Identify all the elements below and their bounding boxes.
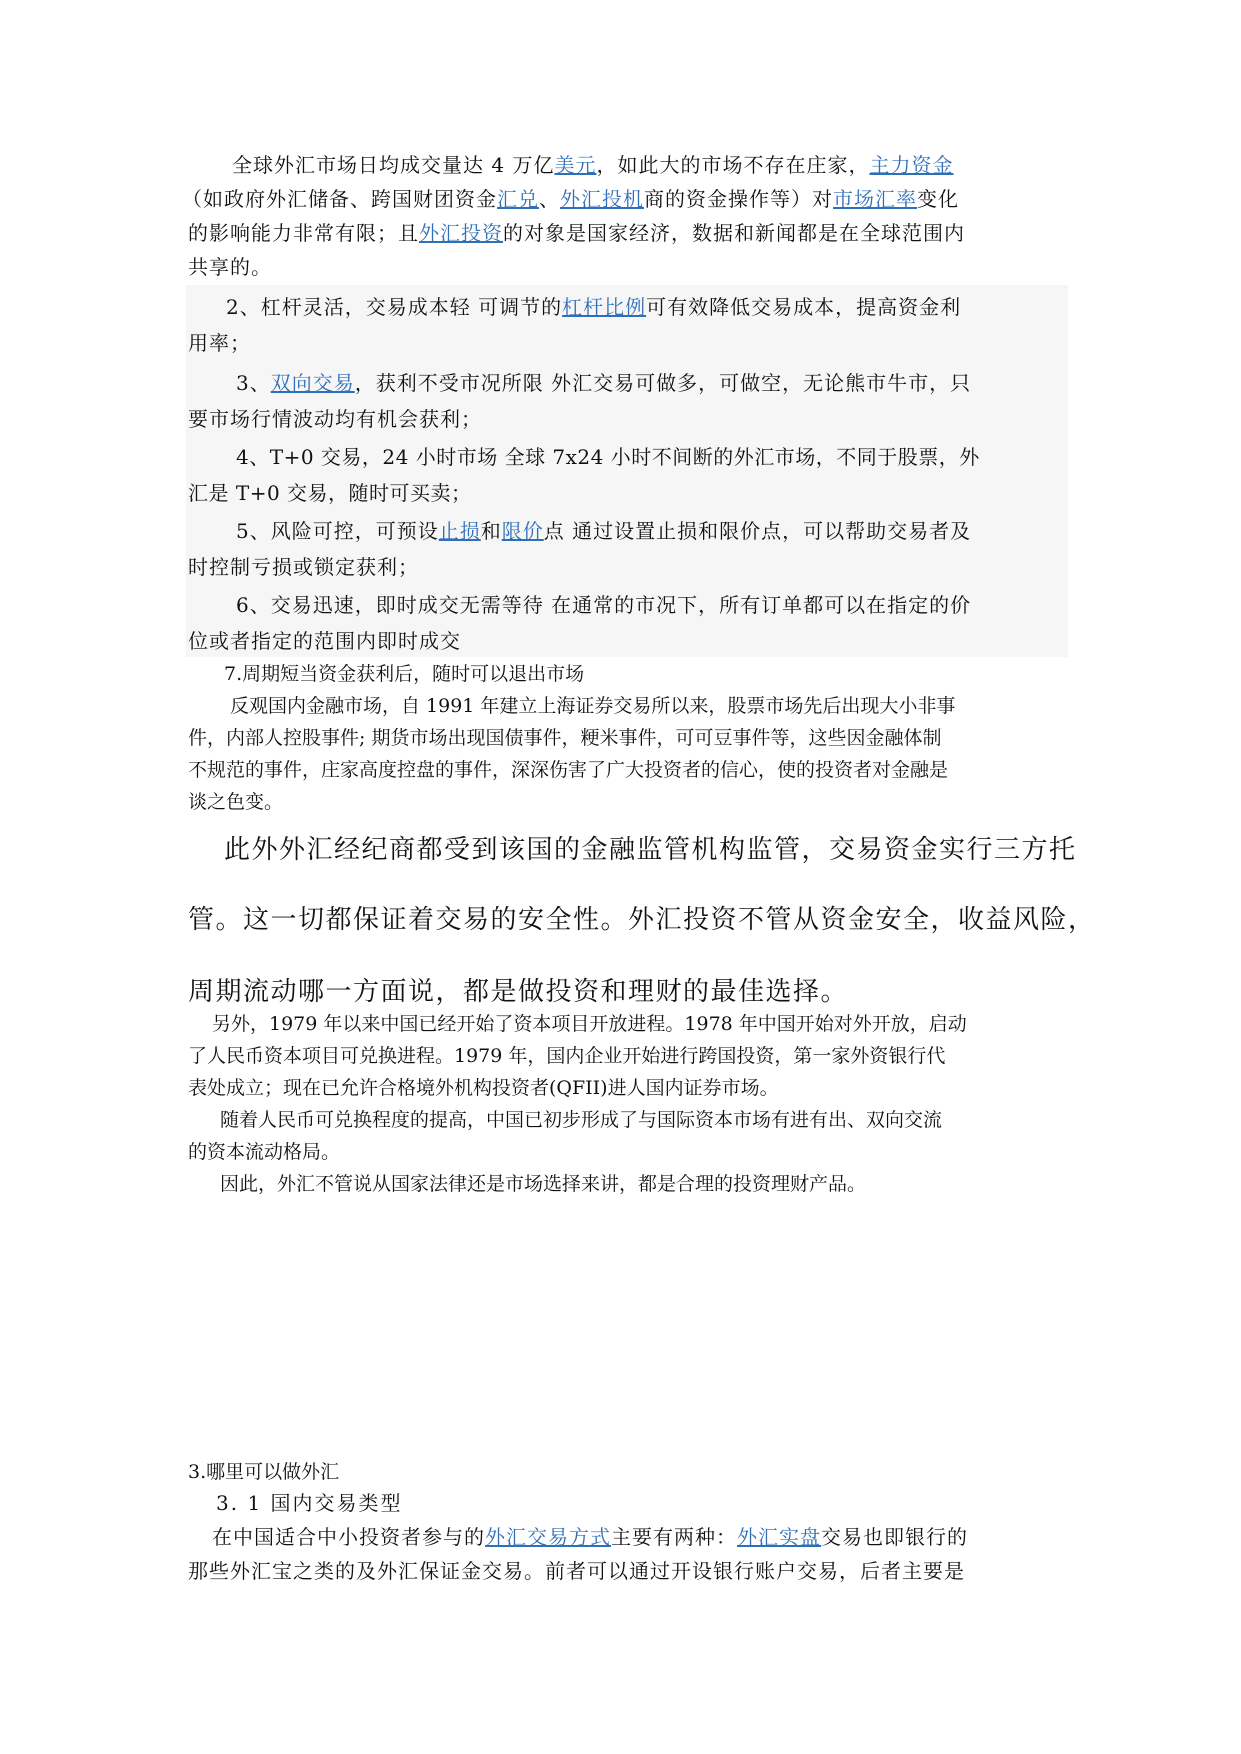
section-3-line-1 xyxy=(212,1520,1066,1554)
point-4-line-1: 4、T+0 交易，24 小时市场 全球 7x24 小时不间断的外汇市场，不同于股票，外 xyxy=(236,445,980,469)
link-fx-speculation[interactable]: 外汇投机 xyxy=(560,187,644,211)
intro-line-3 xyxy=(188,216,1066,250)
broker-line-3: 周期流动哪一方面说，都是做投资和理财的最佳选择。 xyxy=(188,977,849,1007)
history-line-3: 表处成立；现在已允许合格境外机构投资者(QFII)进人国内证券市场。 xyxy=(188,1077,779,1099)
domestic-line-3: 不规范的事件，庄家高度控盘的事件，深深伤害了广大投资者的信心，使的投资者对金融是 xyxy=(188,759,949,781)
point-3-line-1 xyxy=(236,366,1066,400)
link-main-capital[interactable]: 主力资金 xyxy=(869,153,954,177)
point-2-line-1 xyxy=(226,290,1066,324)
point-6-line-2: 位或者指定的范围内即时成交 xyxy=(188,629,461,653)
intro-line-2 xyxy=(182,182,1066,216)
history-paragraph xyxy=(190,1008,1066,1208)
point-text: 和 xyxy=(480,519,502,543)
intro-paragraph xyxy=(182,148,1066,284)
point-text: 2、杠杆灵活，交易成本轻 可调节的 xyxy=(226,295,563,319)
domestic-market-paragraph xyxy=(190,690,1066,820)
link-fx-spot[interactable]: 外汇实盘 xyxy=(737,1525,821,1549)
section-text: 在中国适合中小投资者参与的 xyxy=(212,1525,485,1549)
intro-text: 的对象是国家经济，数据和新闻都是在全球范围内 xyxy=(503,221,965,245)
history-line-4: 随着人民币可兑换程度的提高，中国已初步形成了与国际资本市场有进有出、双向交流 xyxy=(220,1109,943,1131)
point-7 xyxy=(190,658,1066,690)
history-line-5: 的资本流动格局。 xyxy=(188,1141,341,1163)
intro-text: 变化 xyxy=(917,187,959,211)
point-3-line-2: 要市场行情波动均有机会获利； xyxy=(188,407,482,431)
intro-line-1 xyxy=(232,148,1066,182)
link-limit-price[interactable]: 限价 xyxy=(501,519,544,543)
section-text: 主要有两种： xyxy=(611,1525,737,1549)
point-text: 3、 xyxy=(236,371,271,395)
point-6-line-1: 6、交易迅速，即时成交无需等待 在通常的市况下，所有订单都可以在指定的价 xyxy=(236,593,972,617)
history-line-2: 了人民币资本项目可兑换进程。1979 年，国内企业开始进行跨国投资，第一家外资银行代 xyxy=(188,1045,946,1067)
section-3-1-subheading: 3. 1 国内交易类型 xyxy=(216,1491,403,1515)
link-fx-investment[interactable]: 外汇投资 xyxy=(419,221,503,245)
history-line-6: 因此，外汇不管说从国家法律还是市场选择来讲，都是合理的投资理财产品。 xyxy=(220,1173,867,1195)
point-4-line-2: 汇是 T+0 交易，随时可买卖； xyxy=(188,481,472,505)
link-stop-loss[interactable]: 止损 xyxy=(438,519,481,543)
domestic-line-1: 反观国内金融市场，自 1991 年建立上海证券交易所以来，股票市场先后出现大小非事 xyxy=(230,695,956,717)
link-usd[interactable]: 美元 xyxy=(554,153,597,177)
intro-text: 商的资金操作等）对 xyxy=(644,187,833,211)
point-text: 点 通过设置止损和限价点，可以帮助交易者及 xyxy=(543,519,972,543)
broker-line-1: 此外外汇经纪商都受到该国的金融监管机构监管，交易资金实行三方托 xyxy=(224,835,1077,865)
section-3-heading: 3.哪里可以做外汇 xyxy=(188,1461,340,1483)
intro-text: （如政府外汇储备、跨国财团资金 xyxy=(182,187,497,211)
point-7-line: 7.周期短当资金获利后，随时可以退出市场 xyxy=(224,663,585,685)
domestic-line-4: 谈之色变。 xyxy=(188,791,284,813)
point-text: 5、风险可控，可预设 xyxy=(236,519,439,543)
advantages-list xyxy=(190,290,1066,660)
intro-text: 、 xyxy=(539,187,560,211)
intro-line-4: 共享的。 xyxy=(188,255,272,279)
section-3 xyxy=(190,1456,1066,1606)
domestic-line-2: 件，内部人控股事件; 期货市场出现国债事件，粳米事件，可可豆事件等，这些因金融体制 xyxy=(188,727,942,749)
point-text: 可有效降低交易成本，提高资金利 xyxy=(646,295,962,319)
history-line-1: 另外，1979 年以来中国已经开始了资本项目开放进程。1978 年中国开始对外开放，启动 xyxy=(212,1013,967,1035)
link-trading-method[interactable]: 外汇交易方式 xyxy=(485,1525,611,1549)
link-market-rate[interactable]: 市场汇率 xyxy=(833,187,917,211)
point-5-line-1 xyxy=(236,514,1066,548)
broker-line-2: 管。这一切都保证着交易的安全性。外汇投资不管从资金安全，收益风险， xyxy=(188,905,1096,935)
point-5-line-2: 时控制亏损或锁定获利； xyxy=(188,555,419,579)
broker-paragraph xyxy=(188,830,1096,1020)
point-text: ，获利不受市况所限 外汇交易可做多，可做空，无论熊市牛市，只 xyxy=(354,371,972,395)
section-text: 交易也即银行的 xyxy=(821,1525,968,1549)
intro-text: 全球外汇市场日均成交量达 4 万亿 xyxy=(232,153,555,177)
point-2-line-2: 用率； xyxy=(188,331,251,355)
link-leverage-ratio[interactable]: 杠杆比例 xyxy=(562,295,647,319)
section-3-line-2: 那些外汇宝之类的及外汇保证金交易。前者可以通过开设银行账户交易，后者主要是 xyxy=(188,1559,965,1583)
intro-text: 的影响能力非常有限；且 xyxy=(188,221,419,245)
link-two-way-trading[interactable]: 双向交易 xyxy=(270,371,355,395)
link-exchange[interactable]: 汇兑 xyxy=(497,187,539,211)
intro-text: ，如此大的市场不存在庄家， xyxy=(596,153,870,177)
